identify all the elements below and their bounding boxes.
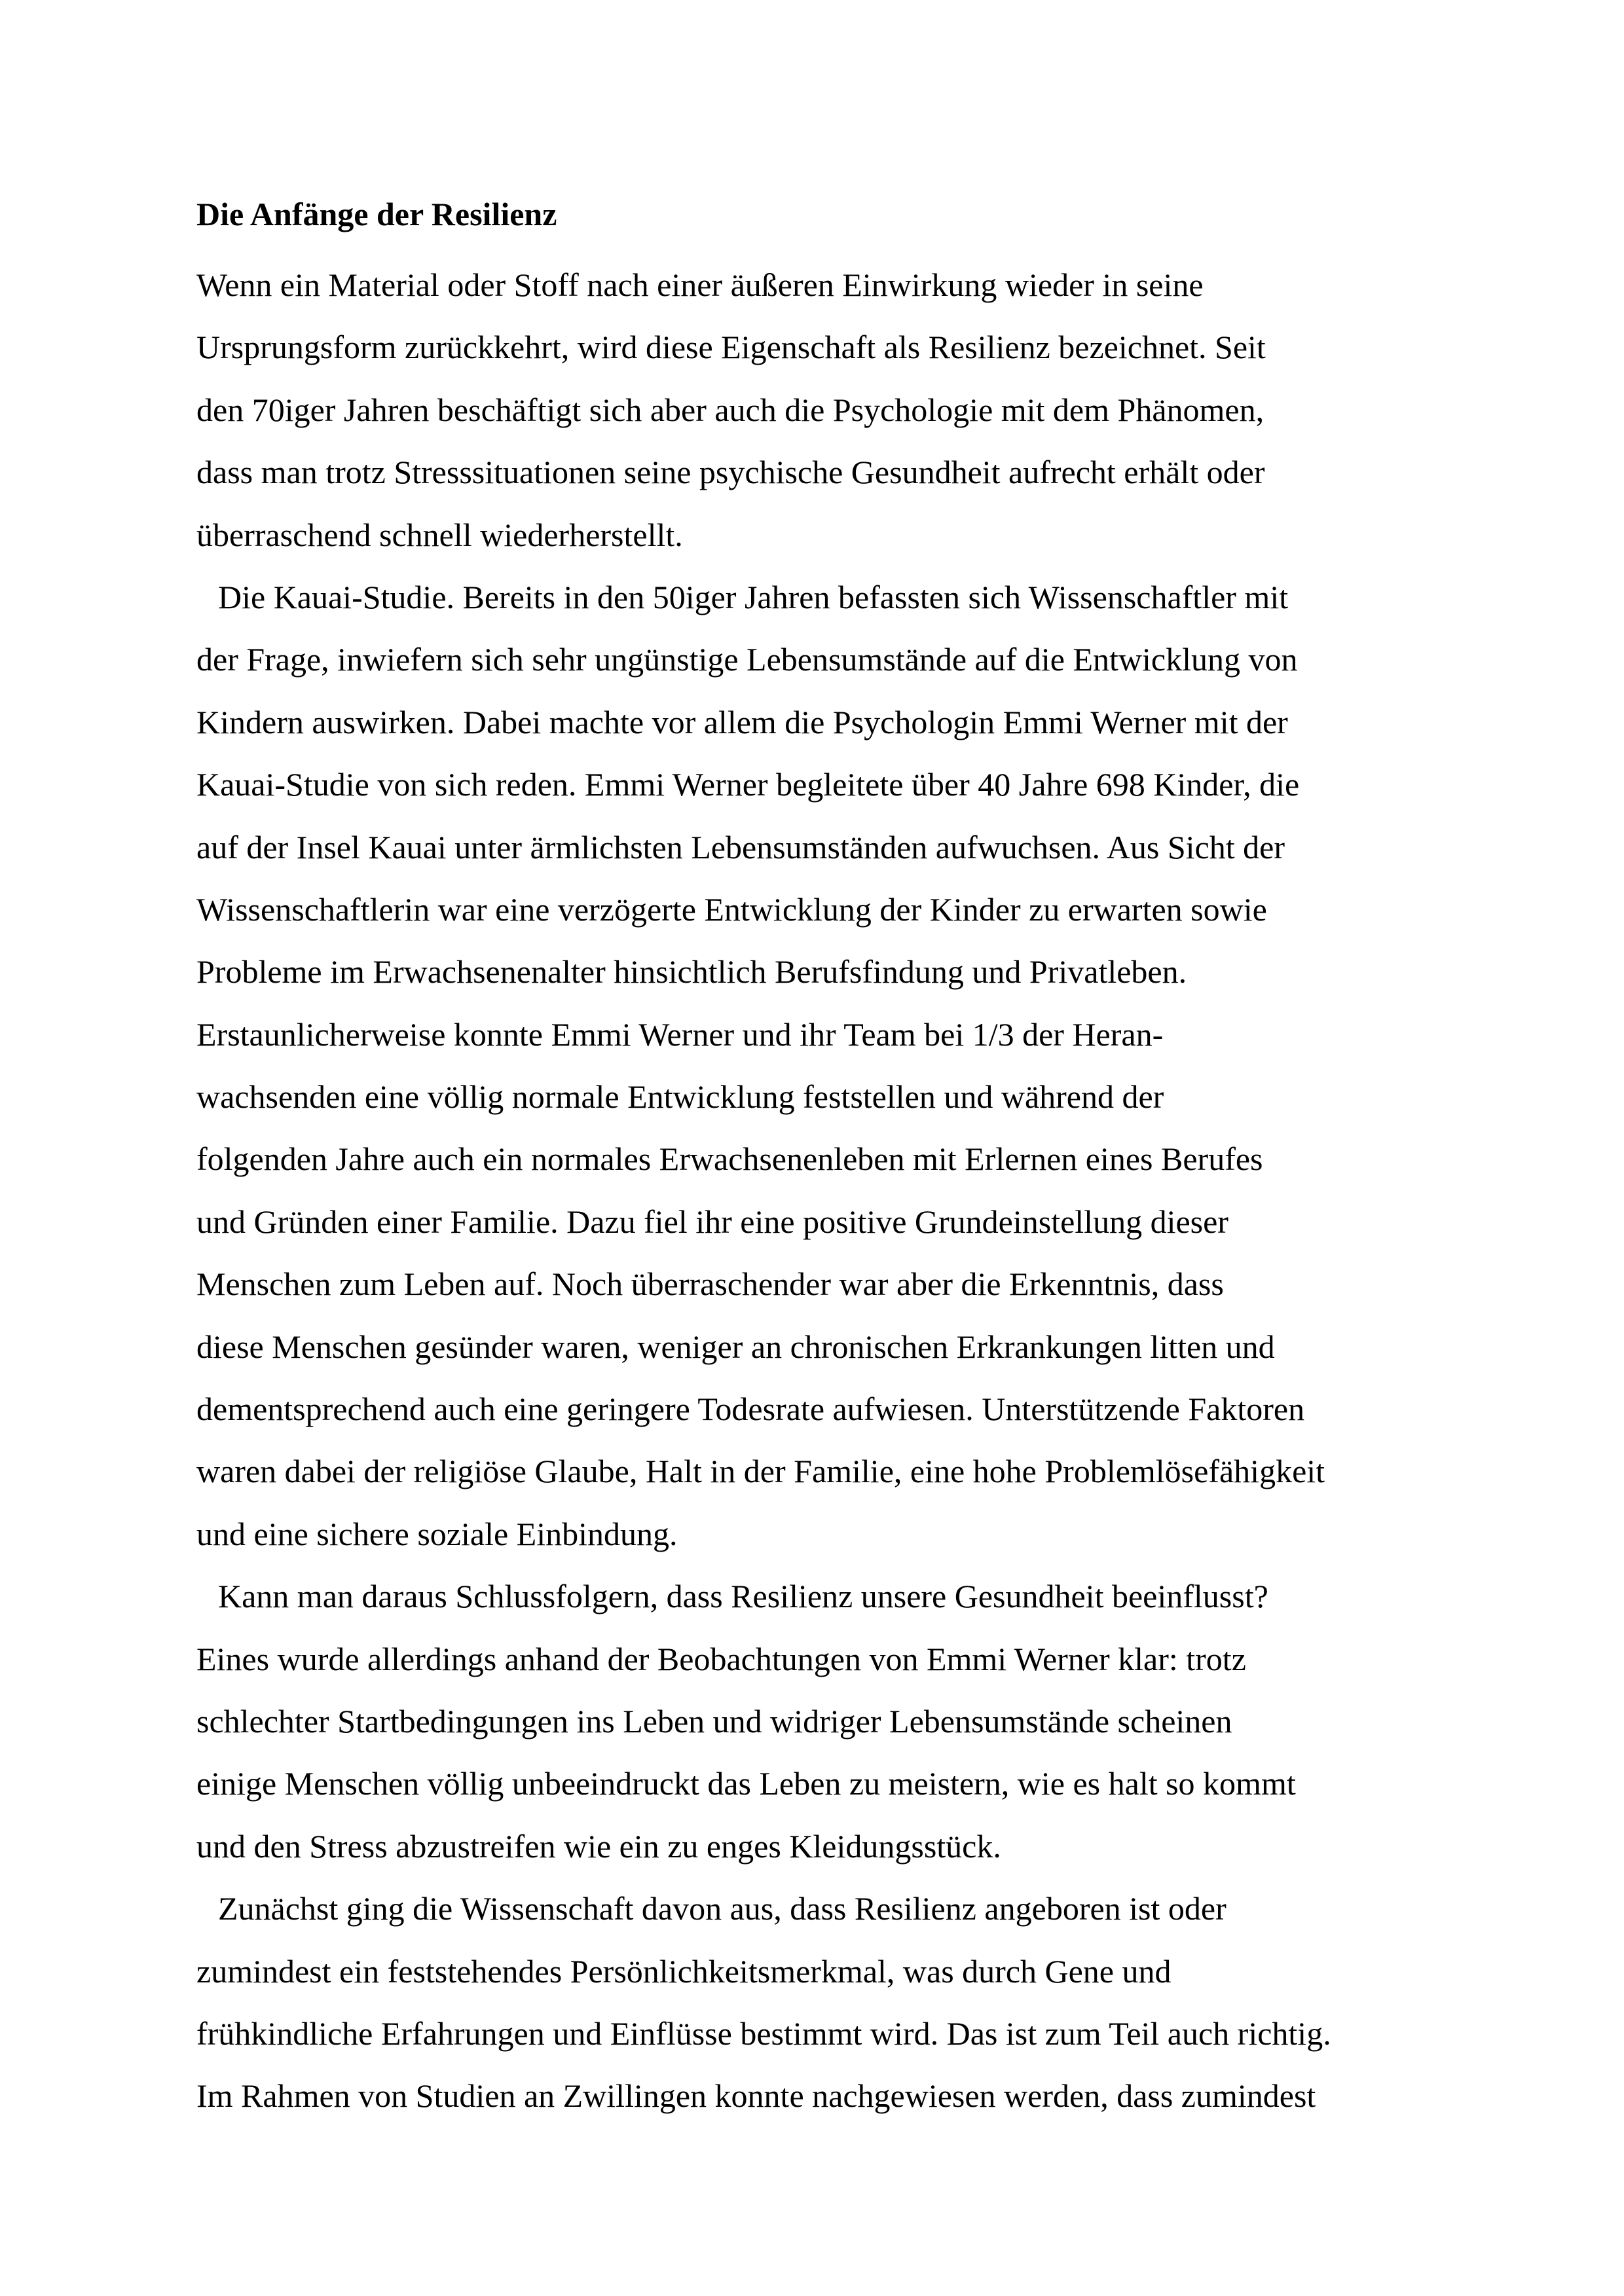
- text-line: diese Menschen gesünder waren, weniger an chronischen Erkrankungen litten und: [196, 1328, 1275, 1365]
- text-line: Menschen zum Leben auf. Noch überraschender war aber die Erkenntnis, dass: [196, 1266, 1224, 1303]
- text-line: zumindest ein feststehendes Persönlichkeitsmerkmal, was durch Gene und: [196, 1952, 1172, 1990]
- text-line: einige Menschen völlig unbeeindruckt das Leben zu meistern, wie es halt so kommt: [196, 1765, 1296, 1802]
- text-line: und Gründen einer Familie. Dazu fiel ihr eine positive Grundeinstellung dieser: [196, 1203, 1228, 1240]
- text-line: Kann man daraus Schlussfolgern, dass Resilienz unsere Gesundheit beeinflusst?: [218, 1578, 1268, 1615]
- text-line: den 70iger Jahren beschäftigt sich aber auch die Psychologie mit dem Phänomen,: [196, 391, 1264, 428]
- text-line: Wenn ein Material oder Stoff nach einer äußeren Einwirkung wieder in seine: [196, 266, 1204, 303]
- text-line: schlechter Startbedingungen ins Leben und widriger Lebensumstände scheinen: [196, 1702, 1232, 1740]
- text-line: Ursprungsform zurückkehrt, wird diese Eigenschaft als Resilienz bezeichnet. Seit: [196, 329, 1266, 366]
- text-line: folgenden Jahre auch ein normales Erwachsenenleben mit Erlernen eines Berufes: [196, 1140, 1263, 1178]
- text-line: Erstaunlicherweise konnte Emmi Werner und ihr Team bei 1/3 der Heran-: [196, 1015, 1164, 1053]
- text-line: Im Rahmen von Studien an Zwillingen konnte nachgewiesen werden, dass zumindest: [196, 2077, 1316, 2115]
- text-line: Probleme im Erwachsenenalter hinsichtlich Berufsfindung und Privatleben.: [196, 953, 1187, 991]
- text-line: dementsprechend auch eine geringere Todesrate aufwiesen. Unterstützende Faktoren: [196, 1391, 1305, 1428]
- paragraph-intro: [196, 254, 1441, 566]
- paragraph-kauai-study: [196, 566, 1441, 1565]
- text-line: und den Stress abzustreifen wie ein zu enges Kleidungsstück.: [196, 1827, 1001, 1865]
- text-line: dass man trotz Stresssituationen seine psychische Gesundheit aufrecht erhält oder: [196, 454, 1265, 491]
- text-line: Kauai-Studie von sich reden. Emmi Werner begleitete über 40 Jahre 698 Kinder, die: [196, 766, 1300, 803]
- text-line: Die Kauai-Studie. Bereits in den 50iger Jahren befassten sich Wissenschaftler mit: [218, 578, 1289, 615]
- text-line: Kindern auswirken. Dabei machte vor allem die Psychologin Emmi Werner mit der: [196, 703, 1288, 740]
- text-line: der Frage, inwiefern sich sehr ungünstige Lebensumstände auf die Entwicklung von: [196, 641, 1298, 678]
- text-line: überraschend schnell wiederherstellt.: [196, 516, 683, 553]
- text-line: und eine sichere soziale Einbindung.: [196, 1515, 678, 1552]
- text-line: waren dabei der religiöse Glaube, Halt in der Familie, eine hohe Problemlösefähigkeit: [196, 1453, 1325, 1490]
- paragraph-conclusion-question: [196, 1565, 1441, 1878]
- text-line: auf der Insel Kauai unter ärmlichsten Lebensumständen aufwuchsen. Aus Sicht der: [196, 828, 1285, 866]
- document-body: [196, 254, 1441, 2128]
- document-heading: Die Anfänge der Resilienz: [196, 196, 557, 232]
- text-line: frühkindliche Erfahrungen und Einflüsse bestimmt wird. Das ist zum Teil auch richtig.: [196, 2014, 1331, 2052]
- text-line: Eines wurde allerdings anhand der Beobachtungen von Emmi Werner klar: trotz: [196, 1640, 1246, 1677]
- text-line: wachsenden eine völlig normale Entwicklung feststellen und während der: [196, 1078, 1164, 1116]
- text-line: Zunächst ging die Wissenschaft davon aus, dass Resilienz angeboren ist oder: [218, 1890, 1227, 1927]
- paragraph-innate-resilience: [196, 1878, 1441, 2128]
- text-line: Wissenschaftlerin war eine verzögerte Entwicklung der Kinder zu erwarten sowie: [196, 890, 1267, 928]
